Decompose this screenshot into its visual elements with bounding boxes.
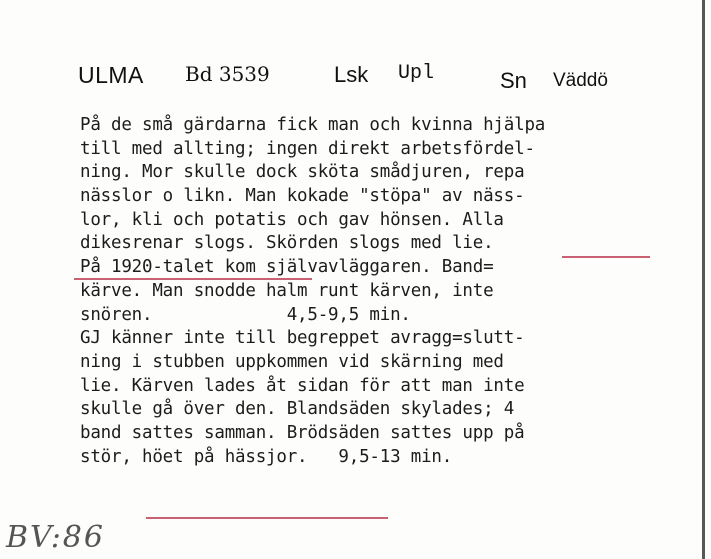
text-line: dikesrenar slogs. Skörden slogs med lie. [80,233,494,254]
socken-value: Väddö [553,70,608,91]
text-line: stör, höet på hässjor. 9,5-13 min. [80,446,453,467]
text-line: ning i stubben uppkommen vid skärning med [80,351,504,372]
text-line: På 1920-talet kom självavläggaren. Band= [80,257,494,278]
archive-name: ULMA [78,62,144,88]
text-line: till med allting; ingen direkt arbetsfördel- [80,138,535,159]
socken-label: Sn [500,68,527,93]
underline-hoet [146,517,388,519]
handwritten-signature: BV:86 [6,520,105,555]
text-line: snören. 4,5-9,5 min. [80,304,411,325]
underline-dikesrenar [74,278,312,280]
landskap-label: Lsk [334,62,369,87]
card-header [0,62,711,102]
text-line: kärve. Man snodde halm runt kärven, inte [80,280,494,301]
text-line: skulle gå över den. Blandsäden skylades; 4 [80,399,515,420]
text-line: band sattes samman. Brödsäden sattes upp på [80,422,525,443]
text-line: ning. Mor skulle dock sköta smådjuren, repa [80,162,525,183]
text-line: nässlor o likn. Man kokade "stöpa" av näss- [80,186,525,207]
volume-number: Bd 3539 [185,62,270,86]
text-line: lor, kli och potatis och gav hönsen. Alla [80,209,504,230]
text-line: lie. Kärven lades åt sidan för att man inte [80,375,525,396]
text-line: GJ känner inte till begreppet avragg=slutt- [80,328,525,349]
underline-alla [562,256,650,258]
text-line: På de små gärdarna fick man och kvinna hjälpa [80,115,546,135]
card-body [80,114,710,469]
landskap-value: Upl [398,62,435,85]
